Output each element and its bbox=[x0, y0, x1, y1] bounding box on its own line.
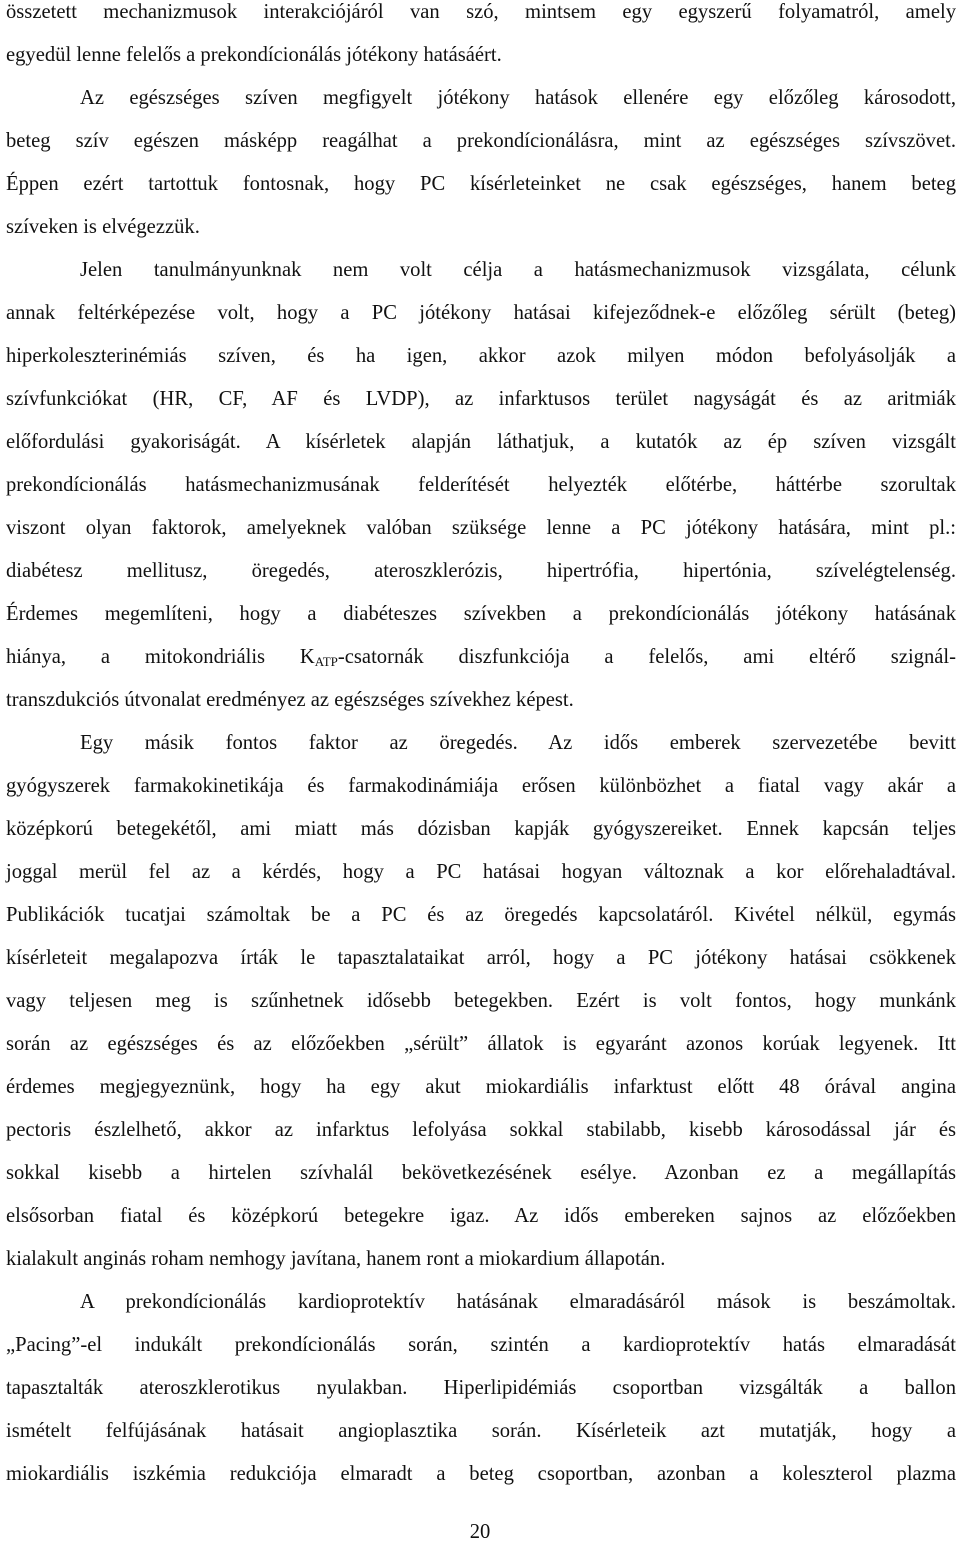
text-line: pectoris észlelhető, akkor az infarktus lefolyása sokkal stabilabb, kisebb károsodással jár és bbox=[6, 1119, 956, 1141]
text-line: kísérleteit megalapozva írták le tapasztalataikat arról, hogy a PC jótékony hatásai csökkenek bbox=[6, 947, 956, 969]
text-line: Érdemes megemlíteni, hogy a diabéteszes szívekben a prekondícionálás jótékony hatásának bbox=[6, 603, 956, 625]
text-line: során az egészséges és az előzőekben „sérült” állatok is egyaránt azonos korúak legyenek. Itt bbox=[6, 1033, 956, 1055]
text-line: érdemes megjegyeznünk, hogy ha egy akut miokardiális infarktust előtt 48 órával angina bbox=[6, 1076, 956, 1098]
text-line: vagy teljesen meg is szűnhetnek idősebb betegekben. Ezért is volt fontos, hogy munkánk bbox=[6, 990, 956, 1012]
text-line: sokkal kisebb a hirtelen szívhalál bekövetkezésének esélye. Azonban ez a megállapítás bbox=[6, 1162, 956, 1184]
text-line: diabétesz mellitusz, öregedés, ateroszklerózis, hipertrófia, hipertónia, szívelégtelenség. bbox=[6, 560, 956, 582]
text-line-katp bbox=[6, 647, 956, 690]
text-fragment: -csatornák diszfunkciója a felelős, ami eltérő szignál- bbox=[337, 646, 956, 668]
text-line: hiperkoleszterinémiás szíven, és ha igen, akkor azok milyen módon befolyásolják a bbox=[6, 345, 956, 367]
text-line: viszont olyan faktorok, amelyeknek valóban szüksége lenne a PC jótékony hatására, mint pl.: bbox=[6, 517, 956, 539]
text-line: prekondícionálás hatásmechanizmusának felderítését helyezték előtérbe, háttérbe szorultak bbox=[6, 474, 956, 496]
text-line: kialakult anginás roham nemhogy javítana, hanem ront a miokardium állapotán. bbox=[6, 1248, 666, 1270]
text-line: szívfunkciókat (HR, CF, AF és LVDP), az infarktusos terület nagyságát és az aritmiák bbox=[6, 388, 956, 410]
text-line: ismételt felfújásának hatásait angioplasztika során. Kísérleteik azt mutatják, hogy a bbox=[6, 1420, 956, 1442]
text-line: miokardiális iszkémia redukciója elmaradt a beteg csoportban, azonban a koleszterol plazma bbox=[6, 1463, 956, 1485]
text-line: gyógyszerek farmakokinetikája és farmakodinámiája erősen különbözhet a fiatal vagy akár a bbox=[6, 775, 956, 797]
text-line: középkorú betegekétől, ami miatt más dózisban kapják gyógyszereiket. Ennek kapcsán teljes bbox=[6, 818, 956, 840]
text-line: tapasztalták ateroszklerotikus nyulakban. Hiperlipidémiás csoportban vizsgálták a ballon bbox=[6, 1377, 956, 1399]
subscript-atp: ATP bbox=[314, 654, 338, 669]
text-line: Az egészséges szíven megfigyelt jótékony hatások ellenére egy előzőleg károsodott, bbox=[80, 87, 956, 109]
text-line: Egy másik fontos faktor az öregedés. Az idős emberek szervezetébe bevitt bbox=[80, 732, 956, 754]
text-line: joggal merül fel az a kérdés, hogy a PC hatásai hogyan változnak a kor előrehaladtával. bbox=[6, 861, 956, 883]
text-line: előfordulási gyakoriságát. A kísérletek alapján láthatjuk, a kutatók az ép szíven vizsgált bbox=[6, 431, 956, 453]
text-line: beteg szív egészen másképp reagálhat a prekondícionálásra, mint az egészséges szívszövet. bbox=[6, 130, 956, 152]
text-line: transzdukciós útvonalat eredményez az egészséges szívekhez képest. bbox=[6, 689, 574, 711]
text-line: összetett mechanizmusok interakciójáról van szó, mintsem egy egyszerű folyamatról, amely bbox=[6, 1, 956, 23]
page-number: 20 bbox=[469, 1521, 491, 1543]
text-line: elsősorban fiatal és középkorú betegekre igaz. Az idős embereken sajnos az előzőekben bbox=[6, 1205, 956, 1227]
text-line: A prekondícionálás kardioprotektív hatásának elmaradásáról mások is beszámoltak. bbox=[80, 1291, 956, 1313]
text-line: annak feltérképezése volt, hogy a PC jótékony hatásai kifejeződnek-e előzőleg sérült (beteg) bbox=[6, 302, 956, 324]
text-line: „Pacing”-el indukált prekondícionálás során, szintén a kardioprotektív hatás elmaradását bbox=[6, 1334, 956, 1356]
text-line: egyedül lenne felelős a prekondícionálás jótékony hatásáért. bbox=[6, 44, 502, 66]
text-line: szíveken is elvégezzük. bbox=[6, 216, 200, 238]
text-fragment: hiánya, a mitokondriális K bbox=[6, 646, 315, 668]
text-line: Jelen tanulmányunknak nem volt célja a hatásmechanizmusok vizsgálata, célunk bbox=[80, 259, 956, 281]
text-line: Publikációk tucatjai számoltak be a PC és az öregedés kapcsolatáról. Kivétel nélkül, egymás bbox=[6, 904, 956, 926]
text-line: Éppen ezért tartottuk fontosnak, hogy PC kísérleteinket ne csak egészséges, hanem beteg bbox=[6, 173, 956, 195]
